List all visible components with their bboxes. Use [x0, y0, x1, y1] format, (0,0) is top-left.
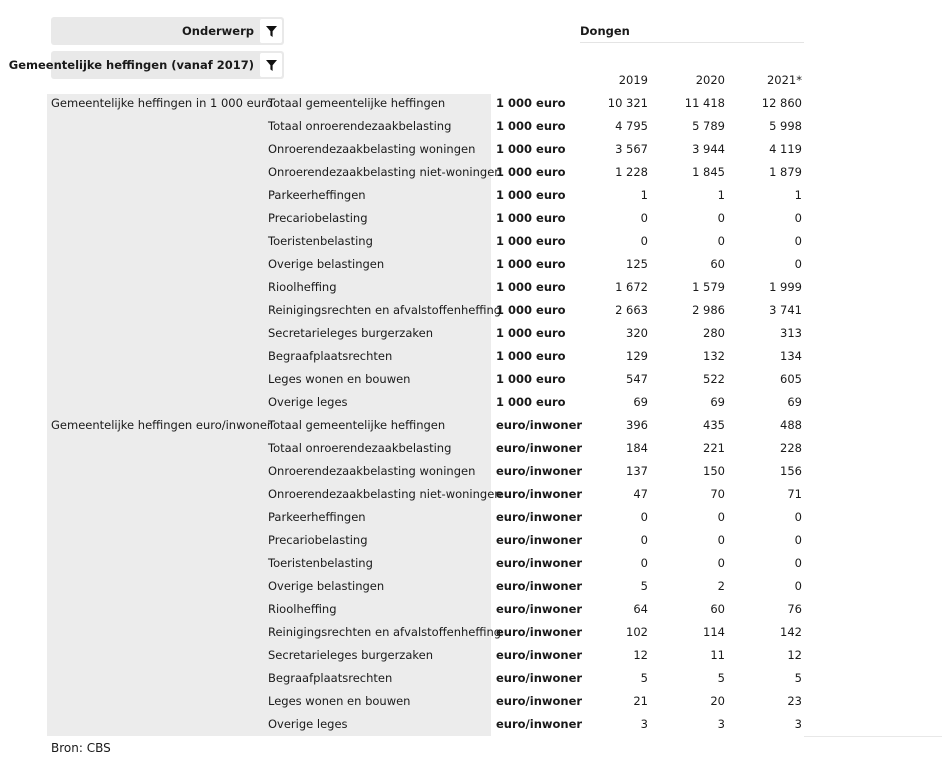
unit-label: euro/inwoner — [496, 487, 583, 501]
unit-label: euro/inwoner — [496, 441, 583, 455]
unit-label: 1 000 euro — [496, 395, 566, 409]
value-cell: 5 — [640, 579, 648, 593]
unit-label: 1 000 euro — [496, 188, 566, 202]
group-label: Gemeentelijke heffingen in 1 000 euro — [51, 96, 273, 110]
value-cell: 0 — [717, 510, 725, 524]
row-label: Parkeerheffingen — [268, 510, 366, 524]
value-cell: 0 — [794, 533, 802, 547]
value-cell: 0 — [640, 510, 648, 524]
value-cell: 435 — [703, 418, 725, 432]
value-cell: 125 — [626, 257, 648, 271]
value-cell: 320 — [626, 326, 648, 340]
value-cell: 150 — [703, 464, 725, 478]
unit-label: euro/inwoner — [496, 510, 583, 524]
value-cell: 280 — [703, 326, 725, 340]
unit-label: euro/inwoner — [496, 625, 583, 639]
value-cell: 5 — [717, 671, 725, 685]
value-cell: 129 — [626, 349, 648, 363]
row-label: Overige belastingen — [268, 579, 385, 593]
table-row — [47, 161, 817, 184]
unit-label: euro/inwoner — [496, 648, 583, 662]
value-cell: 488 — [780, 418, 802, 432]
unit-label: euro/inwoner — [496, 418, 583, 432]
value-cell: 3 567 — [615, 142, 648, 156]
table-row — [47, 345, 817, 368]
filter-icon — [266, 26, 277, 37]
value-cell: 313 — [780, 326, 802, 340]
unit-label: 1 000 euro — [496, 257, 566, 271]
value-cell: 5 — [640, 671, 648, 685]
row-label: Onroerendezaakbelasting woningen — [268, 142, 476, 156]
value-cell: 156 — [780, 464, 802, 478]
unit-label: 1 000 euro — [496, 372, 566, 386]
row-label: Totaal gemeentelijke heffingen — [268, 418, 446, 432]
unit-label: euro/inwoner — [496, 533, 583, 547]
table-row — [47, 230, 817, 253]
unit-label: euro/inwoner — [496, 717, 583, 731]
value-cell: 396 — [626, 418, 648, 432]
value-cell: 60 — [710, 602, 725, 616]
value-cell: 2 986 — [692, 303, 725, 317]
row-label: Leges wonen en bouwen — [268, 372, 411, 386]
table-row — [47, 552, 817, 575]
unit-label: 1 000 euro — [496, 234, 566, 248]
table-row — [47, 529, 817, 552]
row-label: Onroerendezaakbelasting niet-woningen — [268, 165, 502, 179]
table-row — [47, 483, 817, 506]
value-cell: 221 — [703, 441, 725, 455]
value-cell: 4 795 — [615, 119, 648, 133]
value-cell: 47 — [633, 487, 648, 501]
table-row — [47, 391, 817, 414]
value-cell: 132 — [703, 349, 725, 363]
row-label: Begraafplaatsrechten — [268, 349, 393, 363]
value-cell: 0 — [640, 234, 648, 248]
table-row — [47, 437, 817, 460]
value-cell: 64 — [633, 602, 648, 616]
row-label: Toeristenbelasting — [268, 234, 373, 248]
region-header: Dongen — [580, 24, 804, 43]
value-cell: 12 — [633, 648, 648, 662]
table-row — [47, 460, 817, 483]
row-label: Onroerendezaakbelasting niet-woningen — [268, 487, 502, 501]
row-label: Overige leges — [268, 395, 348, 409]
value-cell: 0 — [640, 211, 648, 225]
value-cell: 60 — [710, 257, 725, 271]
row-label: Toeristenbelasting — [268, 556, 373, 570]
value-cell: 76 — [787, 602, 802, 616]
value-cell: 69 — [787, 395, 802, 409]
value-cell: 137 — [626, 464, 648, 478]
value-cell: 228 — [780, 441, 802, 455]
row-label: Reinigingsrechten en afvalstoffenheffing — [268, 303, 502, 317]
subject-filter[interactable] — [51, 17, 284, 45]
value-cell: 1 579 — [692, 280, 725, 294]
table-row — [47, 322, 817, 345]
value-cell: 0 — [794, 579, 802, 593]
table-row — [47, 713, 817, 736]
value-cell: 102 — [626, 625, 648, 639]
value-cell: 5 998 — [769, 119, 802, 133]
value-cell: 21 — [633, 694, 648, 708]
unit-label: 1 000 euro — [496, 303, 566, 317]
subject-filter-label: Onderwerp — [182, 24, 254, 38]
value-cell: 3 — [640, 717, 648, 731]
value-cell: 0 — [794, 234, 802, 248]
year-header: 2020 — [695, 73, 725, 87]
selection-filter-label: Gemeentelijke heffingen (vanaf 2017) — [8, 58, 254, 72]
value-cell: 1 999 — [769, 280, 802, 294]
value-cell: 0 — [794, 510, 802, 524]
table-row — [47, 115, 817, 138]
value-cell: 5 789 — [692, 119, 725, 133]
row-label: Rioolheffing — [268, 280, 337, 294]
source-note: Bron: CBS — [51, 741, 111, 755]
value-cell: 70 — [710, 487, 725, 501]
row-label: Totaal onroerendezaakbelasting — [268, 119, 452, 133]
subject-filter-button[interactable] — [260, 19, 282, 43]
value-cell: 1 — [794, 188, 802, 202]
filter-icon — [266, 60, 277, 71]
selection-filter-button[interactable] — [260, 53, 282, 77]
row-label: Begraafplaatsrechten — [268, 671, 393, 685]
unit-label: 1 000 euro — [496, 165, 566, 179]
value-cell: 134 — [780, 349, 802, 363]
value-cell: 4 119 — [769, 142, 802, 156]
unit-label: euro/inwoner — [496, 602, 583, 616]
value-cell: 23 — [787, 694, 802, 708]
selection-filter[interactable] — [8, 51, 284, 79]
table-row — [47, 276, 817, 299]
row-label: Secretarieleges burgerzaken — [268, 326, 434, 340]
unit-label: 1 000 euro — [496, 349, 566, 363]
year-header: 2021* — [766, 73, 802, 87]
value-cell: 2 — [717, 579, 725, 593]
table-row — [47, 138, 817, 161]
value-cell: 1 228 — [615, 165, 648, 179]
table-row — [47, 207, 817, 230]
unit-label: 1 000 euro — [496, 142, 566, 156]
unit-label: 1 000 euro — [496, 119, 566, 133]
value-cell: 11 418 — [684, 96, 725, 110]
table-row — [47, 253, 817, 276]
table-row — [47, 299, 817, 322]
table-row — [47, 414, 817, 437]
value-cell: 3 741 — [769, 303, 802, 317]
value-cell: 1 — [640, 188, 648, 202]
table-row — [47, 368, 817, 391]
value-cell: 1 — [717, 188, 725, 202]
table-row — [47, 667, 817, 690]
year-header: 2019 — [618, 73, 648, 87]
value-cell: 0 — [794, 556, 802, 570]
row-label: Overige leges — [268, 717, 348, 731]
table-row — [47, 598, 817, 621]
table-row — [47, 506, 817, 529]
unit-label: 1 000 euro — [496, 326, 566, 340]
row-label: Onroerendezaakbelasting woningen — [268, 464, 476, 478]
unit-label: euro/inwoner — [496, 579, 583, 593]
row-label: Parkeerheffingen — [268, 188, 366, 202]
value-cell: 69 — [710, 395, 725, 409]
value-cell: 12 860 — [761, 96, 802, 110]
value-cell: 0 — [717, 234, 725, 248]
value-cell: 522 — [703, 372, 725, 386]
table-row — [47, 575, 817, 598]
unit-label: 1 000 euro — [496, 280, 566, 294]
value-cell: 184 — [626, 441, 648, 455]
table-row — [47, 92, 817, 115]
row-label: Rioolheffing — [268, 602, 337, 616]
table-bottom-border — [804, 736, 942, 737]
value-cell: 0 — [640, 533, 648, 547]
unit-label: 1 000 euro — [496, 211, 566, 225]
value-cell: 69 — [633, 395, 648, 409]
unit-label: 1 000 euro — [496, 96, 566, 110]
value-cell: 3 — [794, 717, 802, 731]
value-cell: 142 — [780, 625, 802, 639]
value-cell: 0 — [794, 257, 802, 271]
row-label: Secretarieleges burgerzaken — [268, 648, 434, 662]
table-row — [47, 690, 817, 713]
value-cell: 5 — [794, 671, 802, 685]
row-label: Precariobelasting — [268, 533, 368, 547]
value-cell: 1 879 — [769, 165, 802, 179]
row-label: Totaal onroerendezaakbelasting — [268, 441, 452, 455]
value-cell: 20 — [710, 694, 725, 708]
table-row — [47, 184, 817, 207]
value-cell: 0 — [717, 533, 725, 547]
group-label: Gemeentelijke heffingen euro/inwoner — [51, 418, 272, 432]
value-cell: 10 321 — [607, 96, 648, 110]
value-cell: 11 — [710, 648, 725, 662]
value-cell: 547 — [626, 372, 648, 386]
unit-label: euro/inwoner — [496, 671, 583, 685]
table-row — [47, 621, 817, 644]
value-cell: 0 — [717, 556, 725, 570]
value-cell: 605 — [780, 372, 802, 386]
value-cell: 3 — [717, 717, 725, 731]
row-label: Reinigingsrechten en afvalstoffenheffing — [268, 625, 502, 639]
value-cell: 71 — [787, 487, 802, 501]
value-cell: 3 944 — [692, 142, 725, 156]
value-cell: 0 — [717, 211, 725, 225]
value-cell: 1 672 — [615, 280, 648, 294]
value-cell: 12 — [787, 648, 802, 662]
row-label: Leges wonen en bouwen — [268, 694, 411, 708]
row-label: Precariobelasting — [268, 211, 368, 225]
unit-label: euro/inwoner — [496, 694, 583, 708]
value-cell: 1 845 — [692, 165, 725, 179]
table-row — [47, 644, 817, 667]
unit-label: euro/inwoner — [496, 464, 583, 478]
row-label: Overige belastingen — [268, 257, 385, 271]
value-cell: 0 — [794, 211, 802, 225]
row-label: Totaal gemeentelijke heffingen — [268, 96, 446, 110]
value-cell: 0 — [640, 556, 648, 570]
value-cell: 2 663 — [615, 303, 648, 317]
unit-label: euro/inwoner — [496, 556, 583, 570]
value-cell: 114 — [703, 625, 725, 639]
